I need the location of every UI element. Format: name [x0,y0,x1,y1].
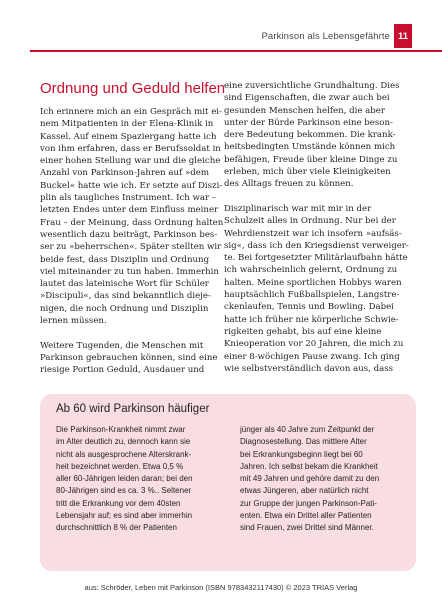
text-line: rigkeiten gehabt, bis auf eine kleine [224,326,382,337]
text-line: halten. Meine sportlichen Hobbys waren [224,277,402,288]
text-line: jünger als 40 Jahre zum Zeitpunkt der [240,425,375,434]
text-line: nicht als ausgesprochene Alterskrank- [56,449,192,459]
text-line: bei Erkrankungsbeginn liegt bei 60 [240,449,363,459]
text-line: Wehrdienstzeit war ich insofern »aufsäs- [224,228,402,239]
text-line: wesentlich dazu beiträgt, Parkinson bes- [40,229,218,240]
footer-citation: aus: Schröder, Leben mit Parkinson (ISBN 9783432117430) © 2023 TRIAS Verlag [84,583,358,592]
paragraph [40,106,232,327]
text-line: hauptsächlich Fußballspielen, Langstre- [224,290,400,301]
text-line: »Discipuli«, das sind bekanntlich dieje- [40,291,211,302]
text-line: heitsbedingten Umstände können mich [224,142,396,153]
text-line: nigen, die noch Ordnung und Disziplin [40,303,209,314]
text-line: Buckel« hatte wie ich. Er setzte auf Diszi- [40,180,223,191]
text-line: Die Parkinson-Krankheit nimmt zwar [56,425,186,434]
text-line: hatte ich früher nie körperliche Schwie- [224,314,399,325]
right-column [224,80,416,387]
text-line: Schulzeit alles in Ordnung. Nur bei der [224,216,396,227]
text-line: von ihm erfahren, dass er Berufssoldat in [40,143,221,154]
info-box-right-column [240,424,410,535]
text-line: im Alter deutlich zu, dennoch kann sie [56,437,191,447]
text-line: Jahren. Ich selbst bekam die Krankheit [240,461,378,471]
text-line: gesunden Menschen helfen, die aber [224,105,385,116]
text-line: unter der Bürde Parkinson eine beson- [224,117,393,128]
left-column [40,106,232,389]
text-line: etwas Jüngeren, aber natürlich nicht [240,486,369,496]
paragraph [224,203,416,375]
text-line: einer hohen Stellung war und die gleiche [40,156,221,167]
text-line: 80-Jährigen sind es ca. 3 %.. Seltener [56,486,192,496]
info-box [40,394,416,571]
text-line: lernen müssen. [40,316,107,327]
paragraph [224,80,416,191]
text-line: Frau – der Meinung, dass Ordnung halten [40,217,224,228]
text-line: erleben, mich über viele Kleinigkeiten [224,167,391,178]
text-line: Kassel. Auf einem Spaziergang hatte ich [40,131,217,142]
text-line: plin als taugliches Instrument. Ich war – [40,193,217,204]
header-rule [30,50,442,52]
section-heading: Ordnung und Geduld helfen [40,80,226,97]
text-line: Disziplinarisch war mit mir in der [224,203,372,214]
text-line: eine zuversichtliche Grundhaltung. Dies [224,81,400,91]
text-line: sind Eigenschaften, die zwar auch bei [224,93,390,104]
text-line: befähigen, Freude über kleine Dinge zu [224,154,398,165]
text-line: Diagnosestellung. Das mittlere Alter [240,437,367,447]
text-line: ckenlaufen, Tennis und Bowling. Dabei [224,302,394,313]
text-line: des Alltags freuen zu können. [224,179,354,190]
text-line: ich wahrscheinlich gelernt, Ordnung zu [224,265,398,276]
text-line: Anzahl von Parkinson-Jahren auf »dem [40,168,209,179]
text-line: sind Frauen, zwei Drittel sind Männer. [240,523,374,533]
text-line: letzten Endes unter dem Einfluss meiner [40,205,219,216]
text-line: ser zu »beherrschen«. Später stellten wir [40,242,222,253]
text-line: Weitere Tugenden, die Menschen mit [40,340,204,351]
text-line: heit bezeichnet werden. Etwa 0,5 % [56,461,184,471]
text-line: te. Bei fortgesetzter Militärlaufbahn hätte [224,253,408,264]
text-line: Knieoperation vor 20 Jahren, die mich zu [224,339,404,350]
text-line: durchschnittlich 8 % der Patienten [56,523,177,533]
running-title: Parkinson als Lebensgefährte [261,31,390,42]
text-line: riesige Portion Geduld, Ausdauer und [40,365,205,376]
text-line: einer 8-wöchigen Pause zwang. Ich ging [224,351,400,362]
text-line: dere Bedeutung bekommen. Die krank- [224,130,396,141]
text-line: sig«, dass ich den Kriegsdienst verweiger- [224,240,409,251]
text-line: Lebensjahr auf; es sind aber immerhin [56,511,193,521]
text-line: Ich erinnere mich an ein Gespräch mit ei- [40,107,222,117]
text-line: wie selbstverständlich davon aus, dass [224,363,394,374]
text-line: mit 49 Jahren und gehöre damit zu den [240,474,380,484]
text-line: beide fest, dass Disziplin und Ordnung [40,254,210,265]
text-line: enten. Etwa ein Drittel aller Patienten [240,511,372,521]
text-line: Parkinson gebrauchen können, sind eine [40,352,218,363]
info-box-title: Ab 60 wird Parkinson häufiger [56,403,210,415]
paragraph [40,340,232,377]
page-number: 11 [394,24,412,48]
text-line: nem Mitpatienten in der Elena-Klinik in [40,119,214,130]
text-line: aller 60-Jährigen leiden daran; bei den [56,474,193,484]
text-line: tritt die Erkrankung vor dem 40sten [56,498,181,508]
text-line: viel miteinander zu tun haben. Immerhin [40,266,219,277]
text-line: zur Gruppe der jungen Parkinson-Pati- [240,498,377,508]
info-box-left-column [56,424,226,535]
text-line: lautet das lateinische Wort für Schüler [40,279,209,290]
